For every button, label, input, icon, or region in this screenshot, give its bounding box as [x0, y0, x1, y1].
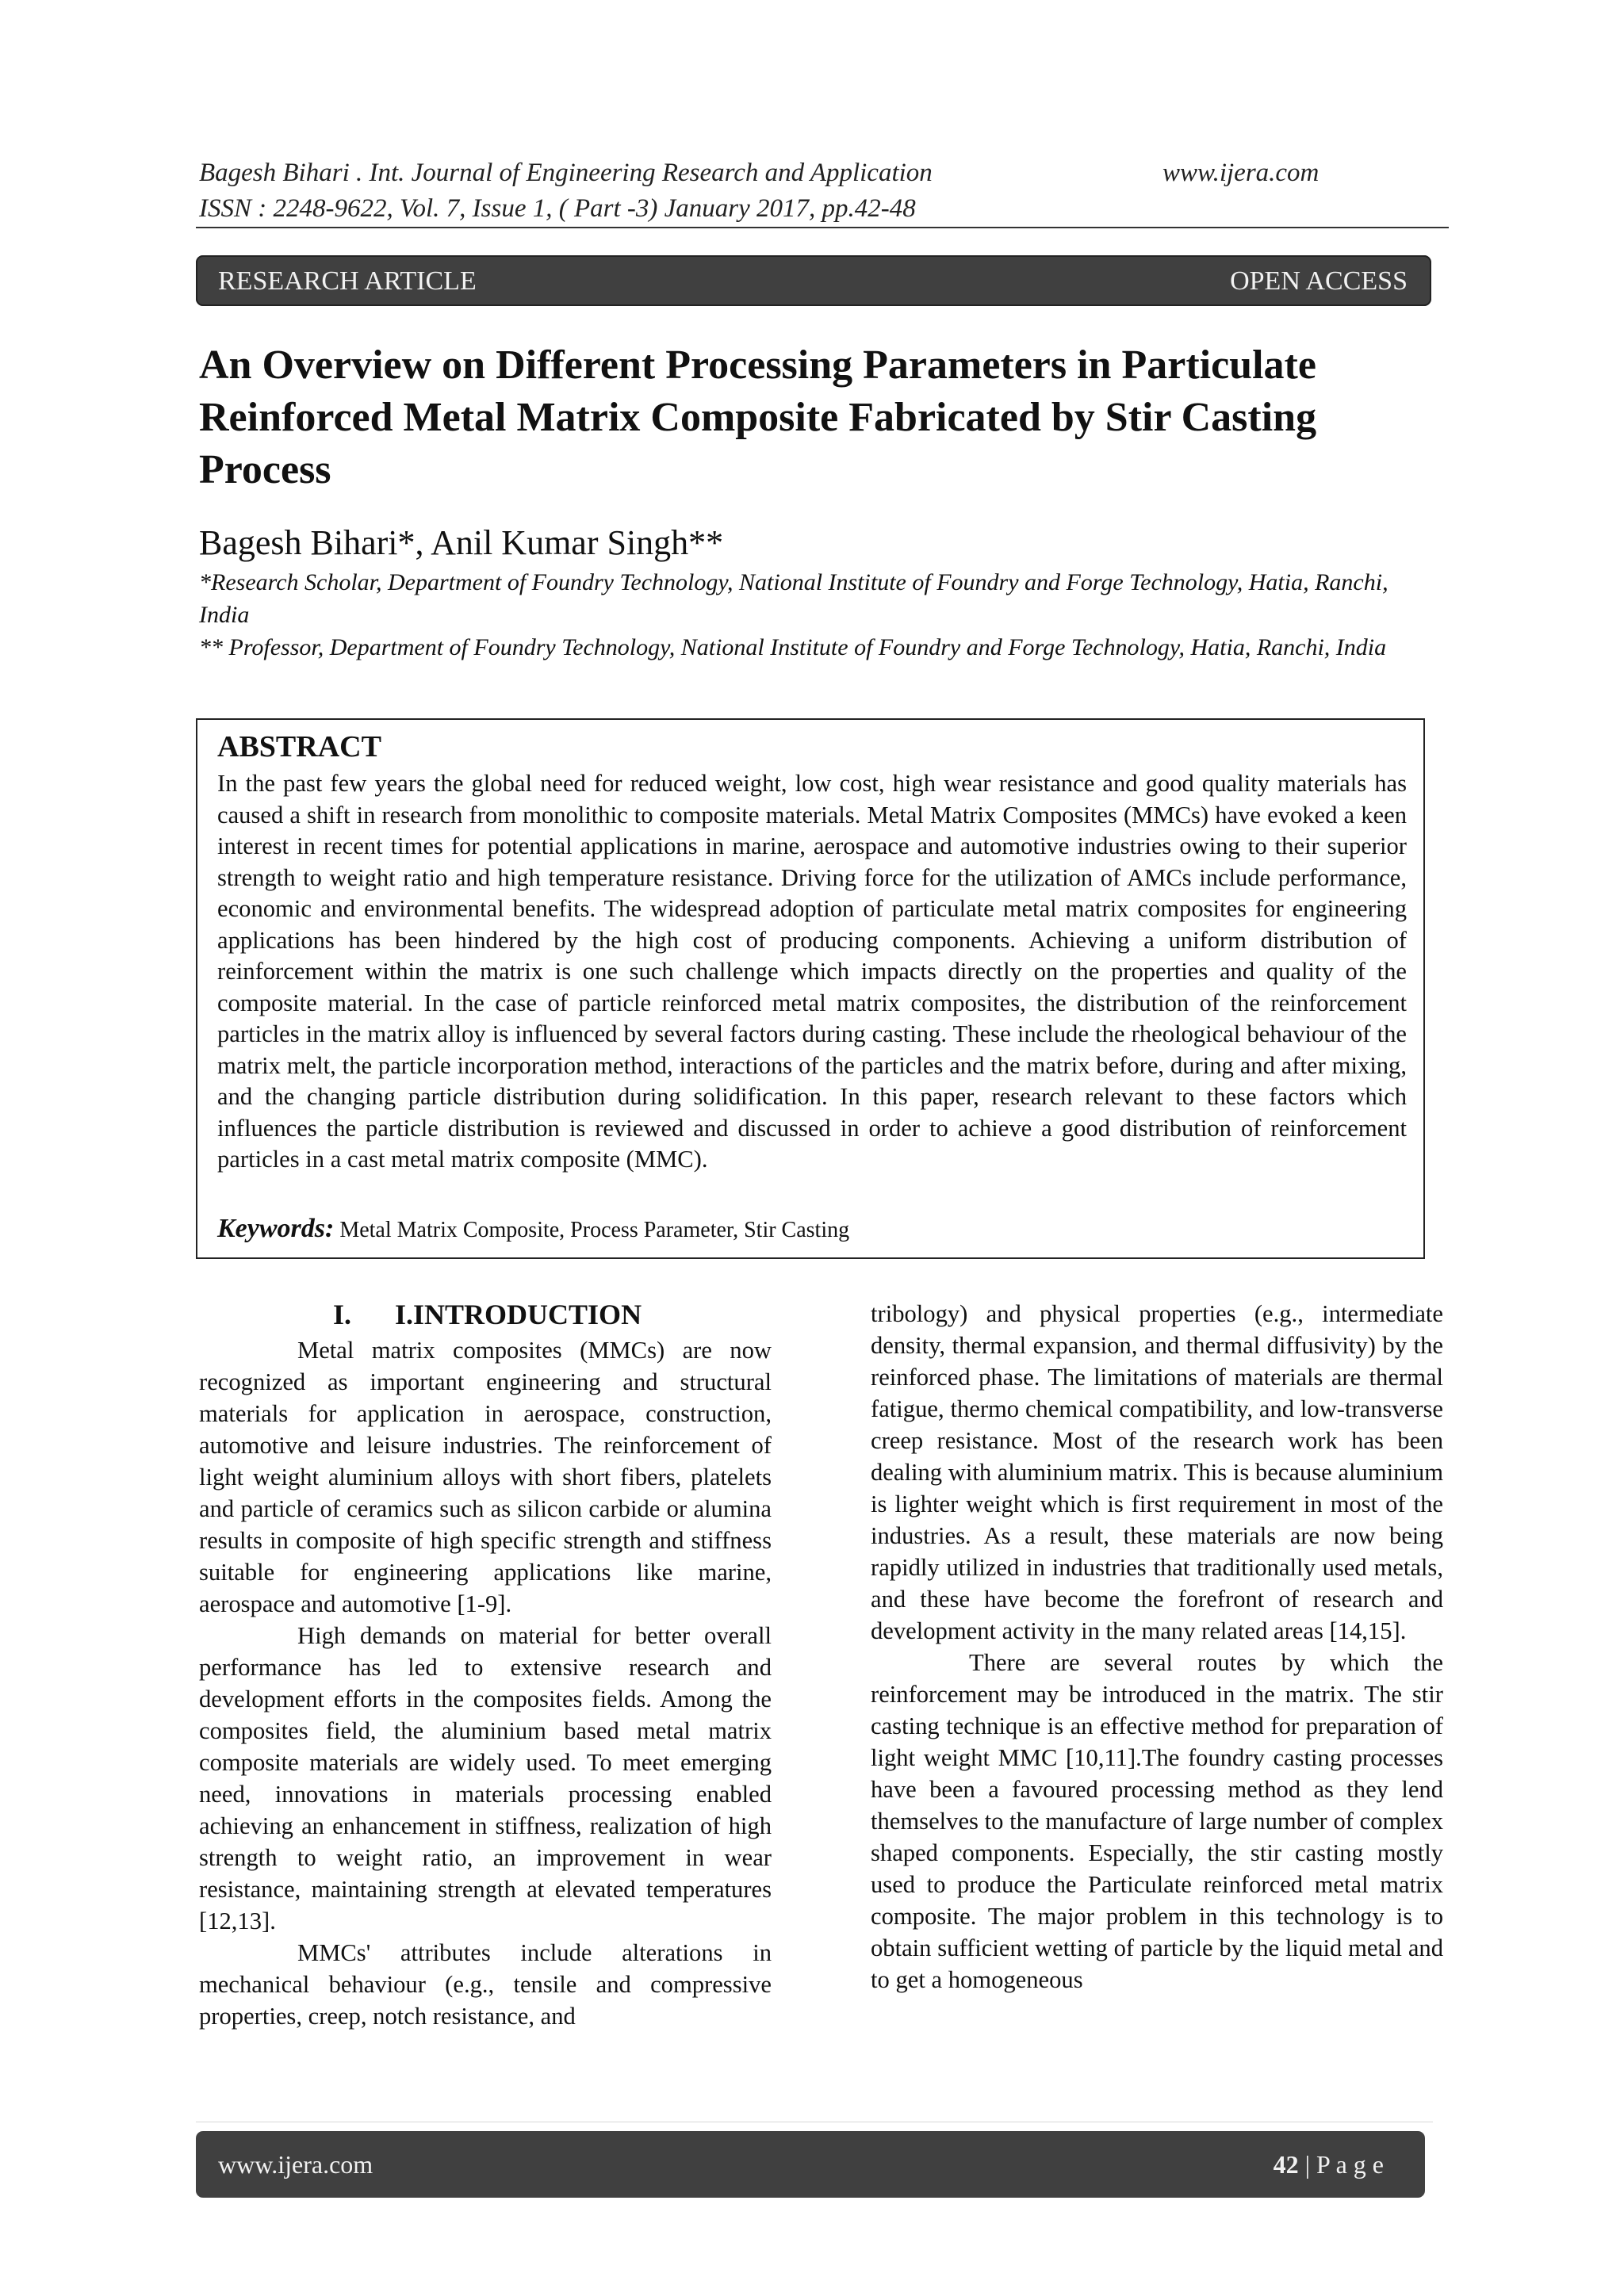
article-type-banner — [196, 255, 1431, 306]
affiliation-2: ** Professor, Department of Foundry Technology, National Institute of Foundry and Forge Technology, Hatia, Ranchi, India — [199, 634, 1387, 660]
footer-bar — [196, 2131, 1425, 2198]
paragraph: Metal matrix composites (MMCs) are now recognized as important engineering and structural materials for application in aerospace, construction, automotive and leisure industries. The reinforcement of light weight aluminium alloys with short fibers, platelets and particle of ceramics such as silicon carbide or alumina results in composite of high specific strength and stiffness suitable for engineering applications like marine, aerospace and automotive [1-9]. — [199, 1337, 772, 1617]
section-number: I. — [333, 1299, 352, 1330]
footer-url[interactable]: www.ijera.com — [218, 2150, 373, 2179]
keywords-list: Metal Matrix Composite, Process Parameter, Stir Casting — [339, 1218, 850, 1242]
right-column — [871, 1298, 1443, 1996]
page-label: | P a g e — [1298, 2150, 1384, 2179]
header-rule — [196, 227, 1449, 228]
running-header-issn: ISSN : 2248-9622, Vol. 7, Issue 1, ( Part -3) January 2017, pp.42-48 — [199, 194, 916, 223]
paragraph: tribology) and physical properties (e.g., intermediate density, thermal expansion, and thermal diffusivity) by the reinforced phase. The limitations of materials are thermal fatigue, thermo chemical compatibility, and low-transverse creep resistance. Most of the research work has been dealing with aluminium matrix. This is because aluminium is lighter weight which is first requirement in most of the industries. As a result, these materials are now being rapidly utilized in industries that traditionally used metals, and these have become the forefront of research and development activity in the many related areas [14,15]. — [871, 1300, 1443, 1644]
paragraph: MMCs' attributes include alterations in mechanical behaviour (e.g., tensile and compressive properties, creep, notch resistance, and — [199, 1939, 772, 2030]
abstract-text: In the past few years the global need for reduced weight, low cost, high wear resistance and good quality materials has caused a shift in research from monolithic to composite materials. Metal Matrix Composites (MMCs) have evoked a keen interest in recent times for potential applications in marine, aerospace and automotive industries owing to their superior strength to weight ratio and high temperature resistance. Driving force for the utilization of AMCs include performance, economic and environmental benefits. The widespread adoption of particulate metal matrix composites for engineering applications has been hindered by the high cost of producing components. Achieving a uniform distribution of reinforcement within the matrix is one such challenge which impacts directly on the properties and quality of the composite material. In the case of particle reinforced metal matrix composites, the distribution of the reinforcement particles in the matrix alloy is influenced by several factors during casting. These include the rheological behaviour of the matrix melt, the particle incorporation method, interactions of the particles and the matrix before, during and after mixing, and the changing particle distribution during solidification. In this paper, research relevant to these factors which influences the particle distribution is reviewed and discussed in order to achieve a good distribution of reinforcement particles in a cast metal matrix composite (MMC). — [217, 770, 1407, 1173]
paragraph: High demands on material for better overall performance has led to extensive research and development efforts in the composites fields. Among the composites field, the aluminium based metal matrix composite materials are widely used. To meet emerging need, innovations in materials processing enabled achieving an enhancement in stiffness, realization of high strength to weight ratio, an improvement in wear resistance, maintaining strength at elevated temperatures [12,13]. — [199, 1622, 772, 1934]
abstract-heading: ABSTRACT — [217, 730, 381, 763]
page-indicator — [1274, 2149, 1384, 2179]
paragraph: There are several routes by which the reinforcement may be introduced in the matrix. The stir casting technique is an effective method for preparation of light weight MMC [10,11].The foundry casting processes have been a favoured processing method as they lend themselves to the manufacture of large number of complex shaped components. Especially, the stir casting mostly used to produce the Particulate reinforced metal matrix composite. The major problem in this technology is to obtain sufficient wetting of particle by the liquid metal and to get a homogeneous — [871, 1649, 1443, 1993]
section-heading — [333, 1297, 642, 1332]
section-title: I.INTRODUCTION — [395, 1299, 642, 1330]
left-column — [199, 1334, 772, 2032]
open-access-label: OPEN ACCESS — [1230, 266, 1408, 296]
paper-title: An Overview on Different Processing Parameters in Particulate Reinforced Metal Matrix Composite Fabricated by Stir Casting Process — [199, 342, 1317, 492]
affiliation-1: *Research Scholar, Department of Foundry Technology, National Institute of Foundry and Forge Technology, Hatia, Ranchi, India — [199, 569, 1388, 628]
running-header-journal: Bagesh Bihari . Int. Journal of Engineering Research and Application — [199, 159, 933, 187]
keywords-line — [217, 1213, 849, 1246]
running-header-url[interactable]: www.ijera.com — [1162, 159, 1320, 187]
research-article-label: RESEARCH ARTICLE — [218, 266, 477, 296]
keywords-label: Keywords: — [217, 1214, 335, 1243]
author-list: Bagesh Bihari*, Anil Kumar Singh** — [199, 523, 724, 562]
page-number: 42 — [1273, 2150, 1299, 2179]
